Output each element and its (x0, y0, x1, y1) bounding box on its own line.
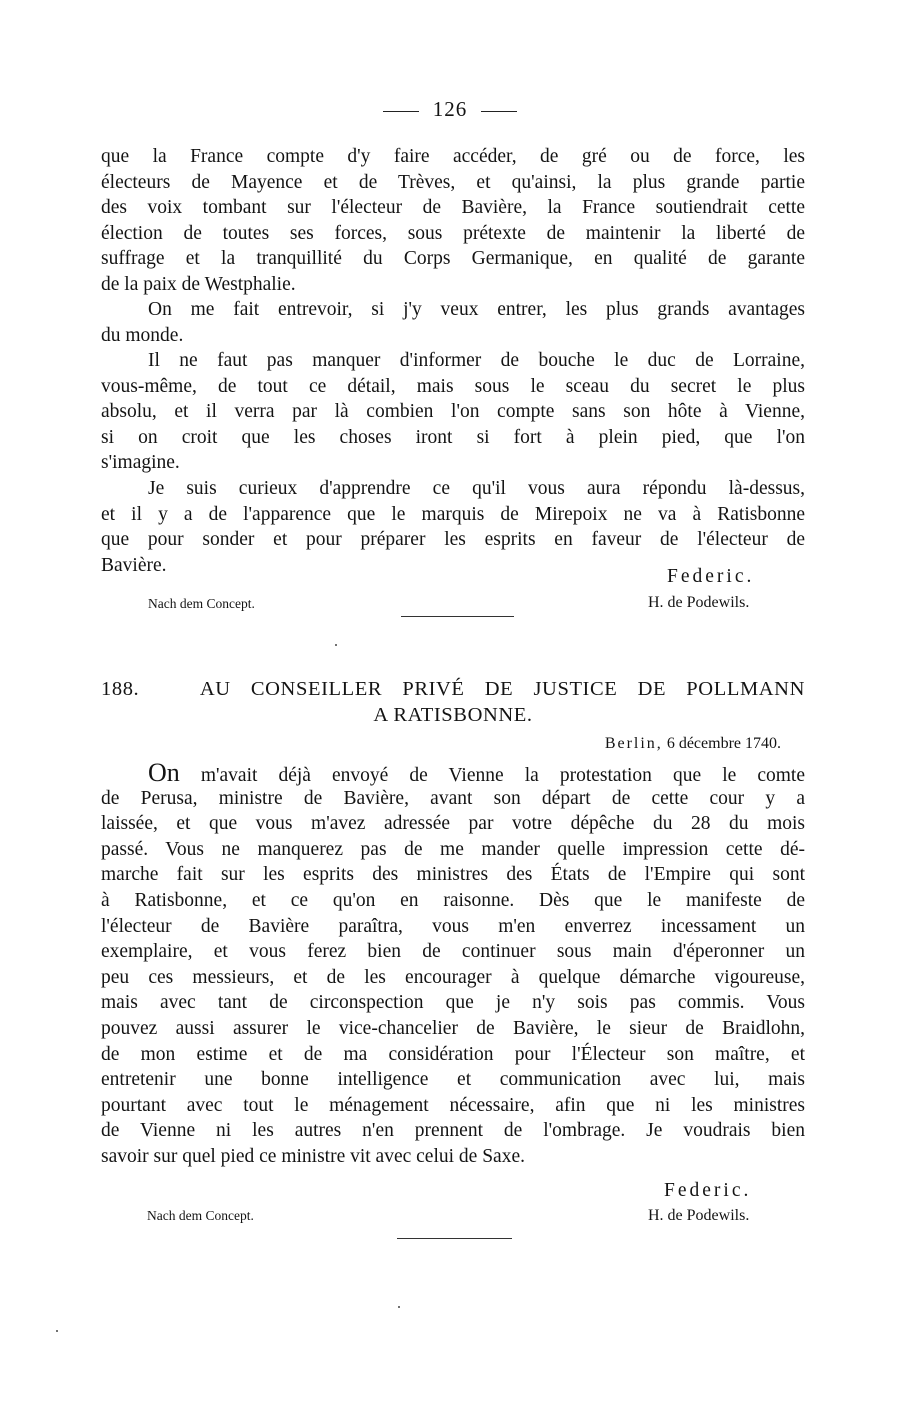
text-line: Bavière. (101, 554, 167, 576)
text-line: si on croit que les choses iront si fort à plein pied, que l'on (101, 426, 805, 448)
text-line: s'imagine. (101, 452, 180, 474)
text-line: électeurs de Mayence et de Trèves, et qu'ainsi, la plus grande partie (101, 171, 805, 193)
text-line: pouvez aussi assurer le vice-chancelier de Bavière, le sieur de Braidlohn, (101, 1017, 805, 1039)
countersign: H. de Podewils. (648, 1207, 750, 1224)
paragraph-2 (101, 297, 805, 348)
dateline (605, 735, 781, 753)
dropcap: On (148, 758, 180, 787)
text-line: de Perusa, ministre de Bavière, avant son départ de cette cour y a (101, 787, 805, 809)
text-line: pourtant avec tout le ménagement nécessaire, afin que ni les ministres (101, 1094, 805, 1116)
page-number (0, 97, 900, 122)
letter-heading (101, 676, 805, 728)
text-line: vous-même, de tout ce détail, mais sous le sceau du secret le plus (101, 375, 805, 397)
text-line: élection de toutes ses forces, sous prétexte de maintenir la liberté de (101, 222, 805, 244)
source-note: Nach dem Concept. (148, 596, 255, 611)
text-line: des voix tombant sur l'électeur de Bavière, la France soutiendrait cette (101, 197, 805, 219)
print-speck (398, 1306, 400, 1308)
text-line: que pour sonder et pour préparer les esprits en faveur de l'électeur de (101, 529, 805, 551)
text-line: absolu, et il verra par là combien l'on compte sans son hôte à Vienne, (101, 401, 805, 423)
text-line: à Ratisbonne, et ce qu'on en raisonne. Dès que le manifeste de (101, 889, 805, 911)
text-line: mais avec tant de circonspection que je n'y sois pas commis. Vous (101, 992, 805, 1014)
text-line: du monde. (101, 324, 184, 346)
text-line: suffrage et la tranquillité du Corps Germanique, en qualité de garante (101, 248, 805, 270)
signature: Federic. (664, 1180, 752, 1201)
signature: Federic. (667, 566, 755, 587)
text-line: et il y a de l'apparence que le marquis de Mirepoix ne va à Ratisbonne (101, 503, 805, 525)
letter-destination: A RATISBONNE. (373, 704, 533, 726)
letter-heading-line (101, 676, 805, 702)
text-line: l'électeur de Bavière paraîtra, vous m'en enverrez incessament un (101, 915, 805, 937)
text-line: Il ne faut pas manquer d'informer de bouche le duc de Lorraine, (148, 350, 805, 371)
page-number-value: 126 (432, 97, 468, 121)
countersign: H. de Podewils. (648, 594, 750, 611)
text-line: de Vienne ni les autres n'en prennent de l'ombrage. Je voudrais bien (101, 1120, 805, 1142)
text-line: marche fait sur les esprits des ministres des États de l'Empire qui sont (101, 864, 805, 886)
text-line: savoir sur quel pied ce ministre vit avec celui de Saxe. (101, 1145, 525, 1167)
letter-addressee: AU CONSEILLER PRIVÉ DE JUSTICE DE POLLMANN (199, 678, 805, 700)
dateline-date: 6 décembre 1740. (666, 735, 781, 752)
section-divider (397, 1238, 512, 1239)
text-line: que la France compte d'y faire accéder, de gré ou de force, les (101, 146, 805, 167)
page-number-left-dash (383, 111, 419, 112)
letter-number: 188. (101, 678, 140, 700)
text-line: exemplaire, et vous ferez bien de continuer sous main d'éperonner un (101, 941, 805, 963)
text-line: Je suis curieux d'apprendre ce qu'il vous aura répondu là-dessus, (148, 478, 805, 499)
source-note: Nach dem Concept. (147, 1208, 254, 1223)
section-divider (401, 616, 514, 617)
text-line: de mon estime et de ma considération pour l'Électeur son maître, et (101, 1043, 805, 1065)
print-speck (335, 644, 337, 646)
text-line: peu ces messieurs, et de les encourager à quelque démarche vigoureuse, (101, 966, 805, 988)
print-speck (56, 1330, 58, 1332)
paragraph-1 (101, 144, 805, 298)
dateline-place: Berlin, (604, 735, 663, 752)
text-line: entretenir une bonne intelligence et communication avec lui, mais (101, 1069, 805, 1091)
text-line (101, 760, 805, 786)
paragraph-4 (101, 476, 805, 578)
text-line: laissée, et que vous m'avez adressée par votre dépêche du 28 du mois (101, 813, 805, 835)
letter-body (101, 760, 805, 1170)
paragraph-3 (101, 348, 805, 476)
first-line-text: m'avait déjà envoyé de Vienne la protestation que le comte (179, 765, 805, 786)
text-line: de la paix de Westphalie. (101, 273, 296, 295)
text-line: On me fait entrevoir, si j'y veux entrer, les plus grands avantages (148, 299, 805, 320)
page-number-right-dash (481, 111, 517, 112)
text-line: passé. Vous ne manquerez pas de me mander quelle impression cette dé- (101, 838, 805, 860)
